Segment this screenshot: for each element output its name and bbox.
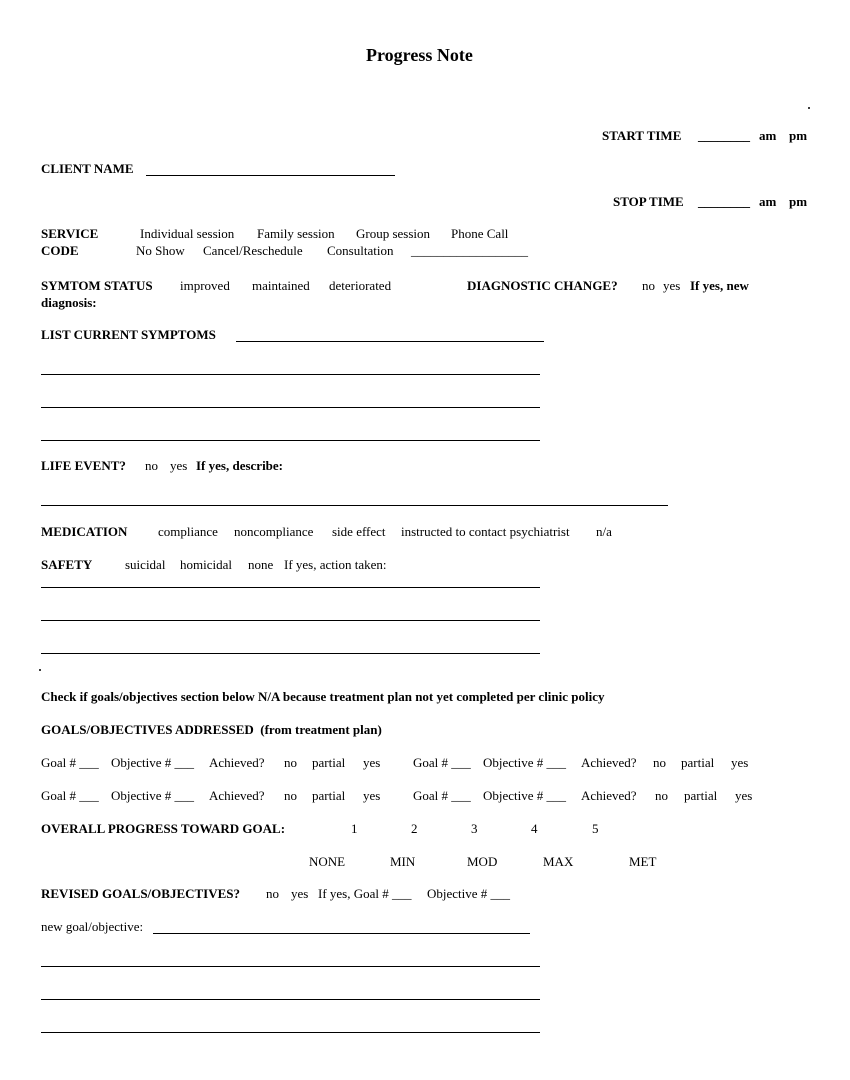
goal-number-field[interactable]: Goal # ___ (413, 755, 471, 770)
medication-option[interactable]: noncompliance (234, 524, 314, 539)
service-option[interactable]: Consultation (327, 243, 394, 258)
service-option[interactable]: Cancel/Reschedule (203, 243, 303, 258)
new-goal-field[interactable] (41, 966, 540, 967)
achieved-partial[interactable]: partial (312, 788, 346, 803)
objective-number-field[interactable]: Objective # ___ (483, 755, 567, 770)
diagnostic-if-yes-cont: diagnosis: (41, 295, 97, 310)
achieved-yes[interactable]: yes (731, 755, 749, 770)
goal-number-field[interactable]: Goal # ___ (413, 788, 471, 803)
achieved-label: Achieved? (209, 755, 265, 770)
life-event-yes[interactable]: yes (170, 458, 188, 473)
medication-label: MEDICATION (41, 524, 128, 539)
safety-option[interactable]: none (248, 557, 274, 572)
revised-goal-number-field[interactable]: If yes, Goal # ___ (318, 886, 412, 901)
goals-heading (41, 722, 382, 738)
revised-objective-number-field[interactable]: Objective # ___ (427, 886, 511, 901)
stray-dot (808, 107, 810, 109)
current-symptoms-label: LIST CURRENT SYMPTOMS (41, 327, 216, 342)
service-option[interactable]: No Show (136, 243, 185, 258)
progress-scale-5[interactable]: 5 (592, 821, 599, 836)
symptom-status-label: SYMTOM STATUS (41, 278, 153, 293)
achieved-label: Achieved? (209, 788, 265, 803)
safety-action-field[interactable] (41, 620, 540, 621)
diagnostic-if-yes: If yes, new (690, 278, 749, 293)
revised-goals-no[interactable]: no (266, 886, 279, 901)
service-option[interactable]: Group session (356, 226, 431, 241)
achieved-no[interactable]: no (655, 788, 668, 803)
objective-number-field[interactable]: Objective # ___ (111, 755, 195, 770)
service-code-label-1: SERVICE (41, 226, 99, 241)
objective-number-field[interactable]: Objective # ___ (111, 788, 195, 803)
revised-goals-label: REVISED GOALS/OBJECTIVES? (41, 886, 241, 901)
life-event-no[interactable]: no (145, 458, 158, 473)
achieved-partial[interactable]: partial (681, 755, 715, 770)
achieved-partial[interactable]: partial (312, 755, 346, 770)
life-event-if-yes: If yes, describe: (196, 458, 284, 473)
progress-scale-3[interactable]: 3 (471, 821, 478, 836)
progress-level-mod: MOD (467, 854, 498, 869)
safety-action-field[interactable] (41, 587, 540, 588)
diagnostic-yes[interactable]: yes (663, 278, 681, 293)
safety-action-label: If yes, action taken: (284, 557, 387, 572)
symptom-option[interactable]: maintained (252, 278, 310, 293)
symptoms-field[interactable] (41, 374, 540, 375)
stop-time-pm[interactable]: pm (789, 194, 808, 209)
symptoms-field[interactable] (41, 440, 540, 441)
life-event-label: LIFE EVENT? (41, 458, 126, 473)
medication-option[interactable]: instructed to contact psychiatrist (401, 524, 570, 539)
achieved-no[interactable]: no (653, 755, 666, 770)
medication-option[interactable]: compliance (158, 524, 218, 539)
medication-option[interactable]: side effect (332, 524, 386, 539)
symptoms-field[interactable] (236, 341, 544, 342)
start-time-field[interactable]: ________ (698, 128, 750, 143)
achieved-yes[interactable]: yes (363, 788, 381, 803)
service-option[interactable]: Phone Call (451, 226, 509, 241)
progress-level-max: MAX (543, 854, 574, 869)
diagnostic-change-label: DIAGNOSTIC CHANGE? (467, 278, 618, 293)
service-code-label-2: CODE (41, 243, 79, 258)
stop-time-field[interactable]: ________ (698, 194, 750, 209)
progress-scale-4[interactable]: 4 (531, 821, 538, 836)
overall-progress-label: OVERALL PROGRESS TOWARD GOAL: (41, 821, 286, 836)
safety-option[interactable]: suicidal (125, 557, 166, 572)
goals-heading-sub: (from treatment plan) (260, 722, 382, 737)
goal-number-field[interactable]: Goal # ___ (41, 755, 99, 770)
symptom-option[interactable]: improved (180, 278, 230, 293)
goals-na-checkbox[interactable]: Check if goals/objectives section below N/A because treatment plan not yet completed per clinic policy (41, 689, 605, 704)
service-other-field[interactable]: __________________ (411, 243, 528, 258)
objective-number-field[interactable]: Objective # ___ (483, 788, 567, 803)
start-time-pm[interactable]: pm (789, 128, 808, 143)
service-option[interactable]: Family session (257, 226, 335, 241)
goal-number-field[interactable]: Goal # ___ (41, 788, 99, 803)
medication-option[interactable]: n/a (596, 524, 612, 539)
progress-scale-1[interactable]: 1 (351, 821, 358, 836)
achieved-yes[interactable]: yes (363, 755, 381, 770)
symptom-option[interactable]: deteriorated (329, 278, 392, 293)
progress-level-none: NONE (309, 854, 346, 869)
achieved-label: Achieved? (581, 788, 637, 803)
new-goal-label: new goal/objective: (41, 919, 144, 934)
safety-action-field[interactable] (41, 653, 540, 654)
achieved-no[interactable]: no (284, 755, 297, 770)
achieved-label: Achieved? (581, 755, 637, 770)
safety-label: SAFETY (41, 557, 93, 572)
stray-dot (39, 669, 41, 671)
progress-level-min: MIN (390, 854, 416, 869)
new-goal-field[interactable] (153, 933, 530, 934)
progress-scale-2[interactable]: 2 (411, 821, 418, 836)
new-goal-field[interactable] (41, 999, 540, 1000)
achieved-yes[interactable]: yes (735, 788, 753, 803)
stop-time-am[interactable]: am (759, 194, 777, 209)
new-goal-field[interactable] (41, 1032, 540, 1033)
start-time-am[interactable]: am (759, 128, 777, 143)
client-name-label: CLIENT NAME (41, 161, 134, 176)
client-name-field[interactable] (146, 175, 395, 176)
page-title: Progress Note (366, 45, 473, 65)
start-time-label: START TIME (602, 128, 682, 143)
life-event-field[interactable] (41, 505, 668, 506)
achieved-partial[interactable]: partial (684, 788, 718, 803)
progress-level-met: MET (629, 854, 657, 869)
safety-option[interactable]: homicidal (180, 557, 232, 572)
revised-goals-yes[interactable]: yes (291, 886, 309, 901)
diagnostic-no[interactable]: no (642, 278, 655, 293)
goals-heading-main: GOALS/OBJECTIVES ADDRESSED (41, 722, 254, 737)
service-option[interactable]: Individual session (140, 226, 235, 241)
stop-time-label: STOP TIME (613, 194, 684, 209)
symptoms-field[interactable] (41, 407, 540, 408)
achieved-no[interactable]: no (284, 788, 297, 803)
